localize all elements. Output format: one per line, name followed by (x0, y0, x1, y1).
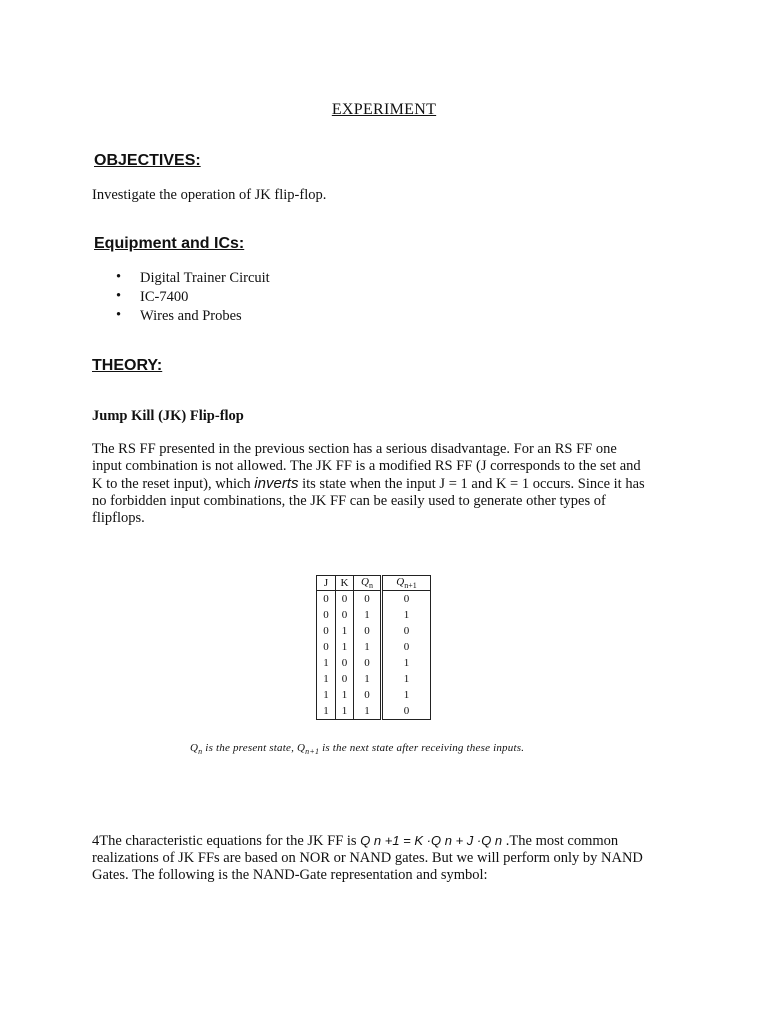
truth-table (316, 575, 431, 720)
equipment-heading: Equipment and ICs: (94, 235, 245, 252)
table-row: 1 0 0 1 (317, 655, 431, 671)
objectives-text: Investigate the operation of JK flip-flop. (92, 187, 327, 203)
characteristic-paragraph (92, 832, 712, 884)
paragraph-line: K to the reset input), which inverts its state when the input J = 1 and K = 1 occurs. Since it has (92, 475, 645, 492)
paragraph-line: The RS FF presented in the previous section has a serious disadvantage. For an RS FF one (92, 441, 617, 457)
column-header-k: K (336, 576, 354, 591)
table-row: 1 1 1 0 (317, 703, 431, 720)
truth-table-caption: $Q_n$ is the present state, $Q_{n+1}$ is the next state after receiving these inputs. (190, 742, 525, 757)
emphasis-inverts: inverts (254, 475, 299, 492)
paragraph-line: input combination is not allowed. The JK FF is a modified RS FF (J corresponds to the set and (92, 458, 641, 474)
bullet-icon: • (116, 307, 122, 323)
table-row: 0 1 1 0 (317, 639, 431, 655)
table-row: 0 0 0 0 (317, 591, 431, 608)
column-header-qn1: $Q_{n+1}$ (382, 576, 431, 591)
paragraph-line: 4The characteristic equations for the JK FF is Q n +1 = K ·Q n + J ·Q n .The most common (92, 833, 619, 849)
equipment-list (116, 270, 270, 327)
characteristic-equation: Q n +1 = K ·Q n + J ·Q n (360, 833, 503, 848)
column-header-qn: $Q_n$ (354, 576, 382, 591)
paragraph-line: realizations of JK FFs are based on NOR or NAND gates. But we will perform only by NAND (92, 850, 643, 866)
table-row: 0 0 1 1 (317, 607, 431, 623)
paragraph-line: no forbidden input combinations, the JK FF can be easily used to generate other types of (92, 493, 606, 509)
paragraph-line: flipflops. (92, 510, 145, 526)
theory-paragraph (92, 441, 692, 527)
bullet-icon: • (116, 269, 122, 285)
paragraph-line: Gates. The following is the NAND-Gate representation and symbol: (92, 867, 488, 883)
list-item: • Wires and Probes (116, 307, 242, 324)
table-row: 1 1 0 1 (317, 687, 431, 703)
jk-subheading: Jump Kill (JK) Flip-flop (92, 408, 244, 424)
theory-heading: THEORY: (92, 357, 163, 374)
list-item: • IC-7400 (116, 288, 189, 305)
bullet-icon: • (116, 288, 122, 304)
table-row: 1 0 1 1 (317, 671, 431, 687)
objectives-heading: OBJECTIVES: (94, 152, 201, 169)
page-title: EXPERIMENT (331, 101, 437, 118)
column-header-j: J (317, 576, 336, 591)
list-item: • Digital Trainer Circuit (116, 269, 270, 286)
table-row: 0 1 0 0 (317, 623, 431, 639)
